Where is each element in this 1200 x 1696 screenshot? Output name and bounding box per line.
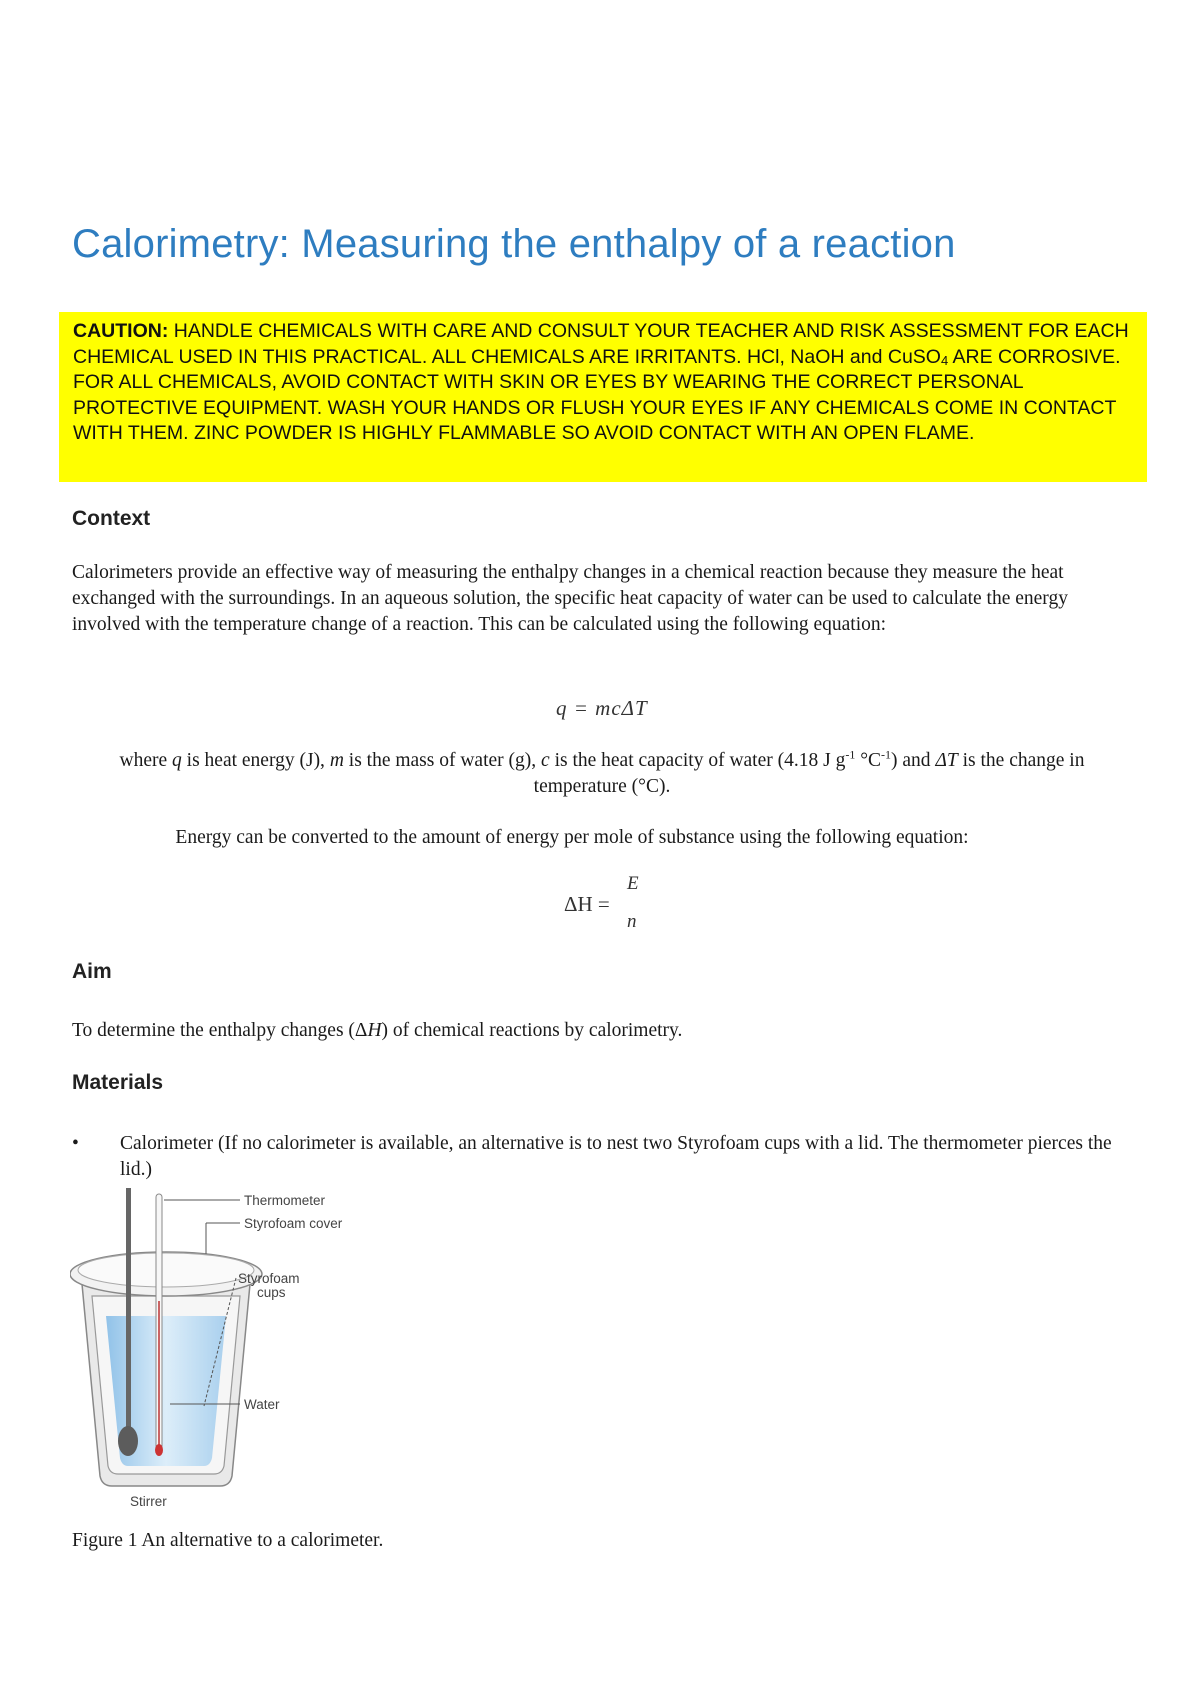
- label-styrofoam-cover: Styrofoam cover: [244, 1216, 343, 1231]
- caution-text-a: HANDLE CHEMICALS WITH CARE AND CONSULT YOUR TEACHER AND RISK ASSESSMENT FOR EACH CHEMICAL USED IN THIS PRACTICAL. ALL CHEMICALS ARE IRRITANTS. HCl, NaOH and CuSO: [73, 320, 1129, 368]
- thermometer-bulb: [155, 1444, 163, 1456]
- label-water: Water: [244, 1397, 280, 1412]
- caution-text-b: ARE CORROSIVE. FOR ALL CHEMICALS, AVOID CONTACT WITH SKIN OR EYES BY WEARING THE CORRECT PERSONAL PROTECTIVE EQUIPMENT. WASH YOUR HANDS OR FLUSH YOUR EYES IF ANY CHEMICALS COME IN CONTACT WITH THEM. ZINC POWDER IS HIGHLY FLAMMABLE SO AVOID CONTACT WITH AN OPEN FLAME.: [73, 345, 1121, 444]
- stirrer-bulb: [118, 1426, 138, 1456]
- energy-paragraph: Energy can be converted to the amount of energy per mole of substance using the following equation:: [175, 827, 969, 848]
- materials-item-text: Calorimeter (If no calorimeter is available, an alternative is to nest two Styrofoam cups with a lid. The thermometer pierces the lid.): [120, 1133, 1112, 1180]
- context-heading: Context: [72, 507, 151, 530]
- enthalpy-equation-denominator: n: [627, 911, 637, 932]
- enthalpy-equation-numerator: E: [627, 873, 639, 894]
- figure-caption: Figure 1 An alternative to a calorimeter.: [72, 1530, 384, 1551]
- bullet-symbol: •: [72, 1133, 79, 1154]
- where-paragraph: where q is heat energy (J), m is the mass of water (g), c is the heat capacity of water (4.18 J $g^{-1}$ $^\circ C^{-1}$) and ΔT is the change in temperature (°C).: [119, 747, 1085, 797]
- aim-paragraph: To determine the enthalpy changes (ΔH) of chemical reactions by calorimetry.: [72, 1020, 683, 1041]
- caution-subscript: 4: [940, 352, 949, 368]
- calorimeter-figure: [70, 1186, 400, 1516]
- page-title: Calorimetry: Measuring the enthalpy of a reaction: [72, 222, 956, 266]
- caution-box: [59, 312, 1147, 482]
- aim-heading: Aim: [72, 960, 112, 983]
- label-styrofoam-cups-1: Styrofoam: [238, 1271, 300, 1286]
- materials-heading: Materials: [72, 1071, 164, 1094]
- stirrer-rod: [126, 1188, 131, 1438]
- label-thermometer: Thermometer: [244, 1193, 326, 1208]
- enthalpy-equation-lhs: ΔH =: [564, 892, 610, 916]
- label-styrofoam-cups-2: cups: [257, 1285, 286, 1300]
- context-paragraph: Calorimeters provide an effective way of measuring the enthalpy changes in a chemical reaction because they measure the heat exchanged with the surroundings. In an aqueous solution, the specific heat capacity of water can be used to calculate the energy involved with the temperature change of a reaction. This can be calculated using the following equation:: [72, 562, 1068, 635]
- heat-equation: q = mcΔT: [556, 696, 648, 720]
- caution-label: CAUTION:: [73, 320, 169, 342]
- label-stirrer: Stirrer: [130, 1494, 167, 1509]
